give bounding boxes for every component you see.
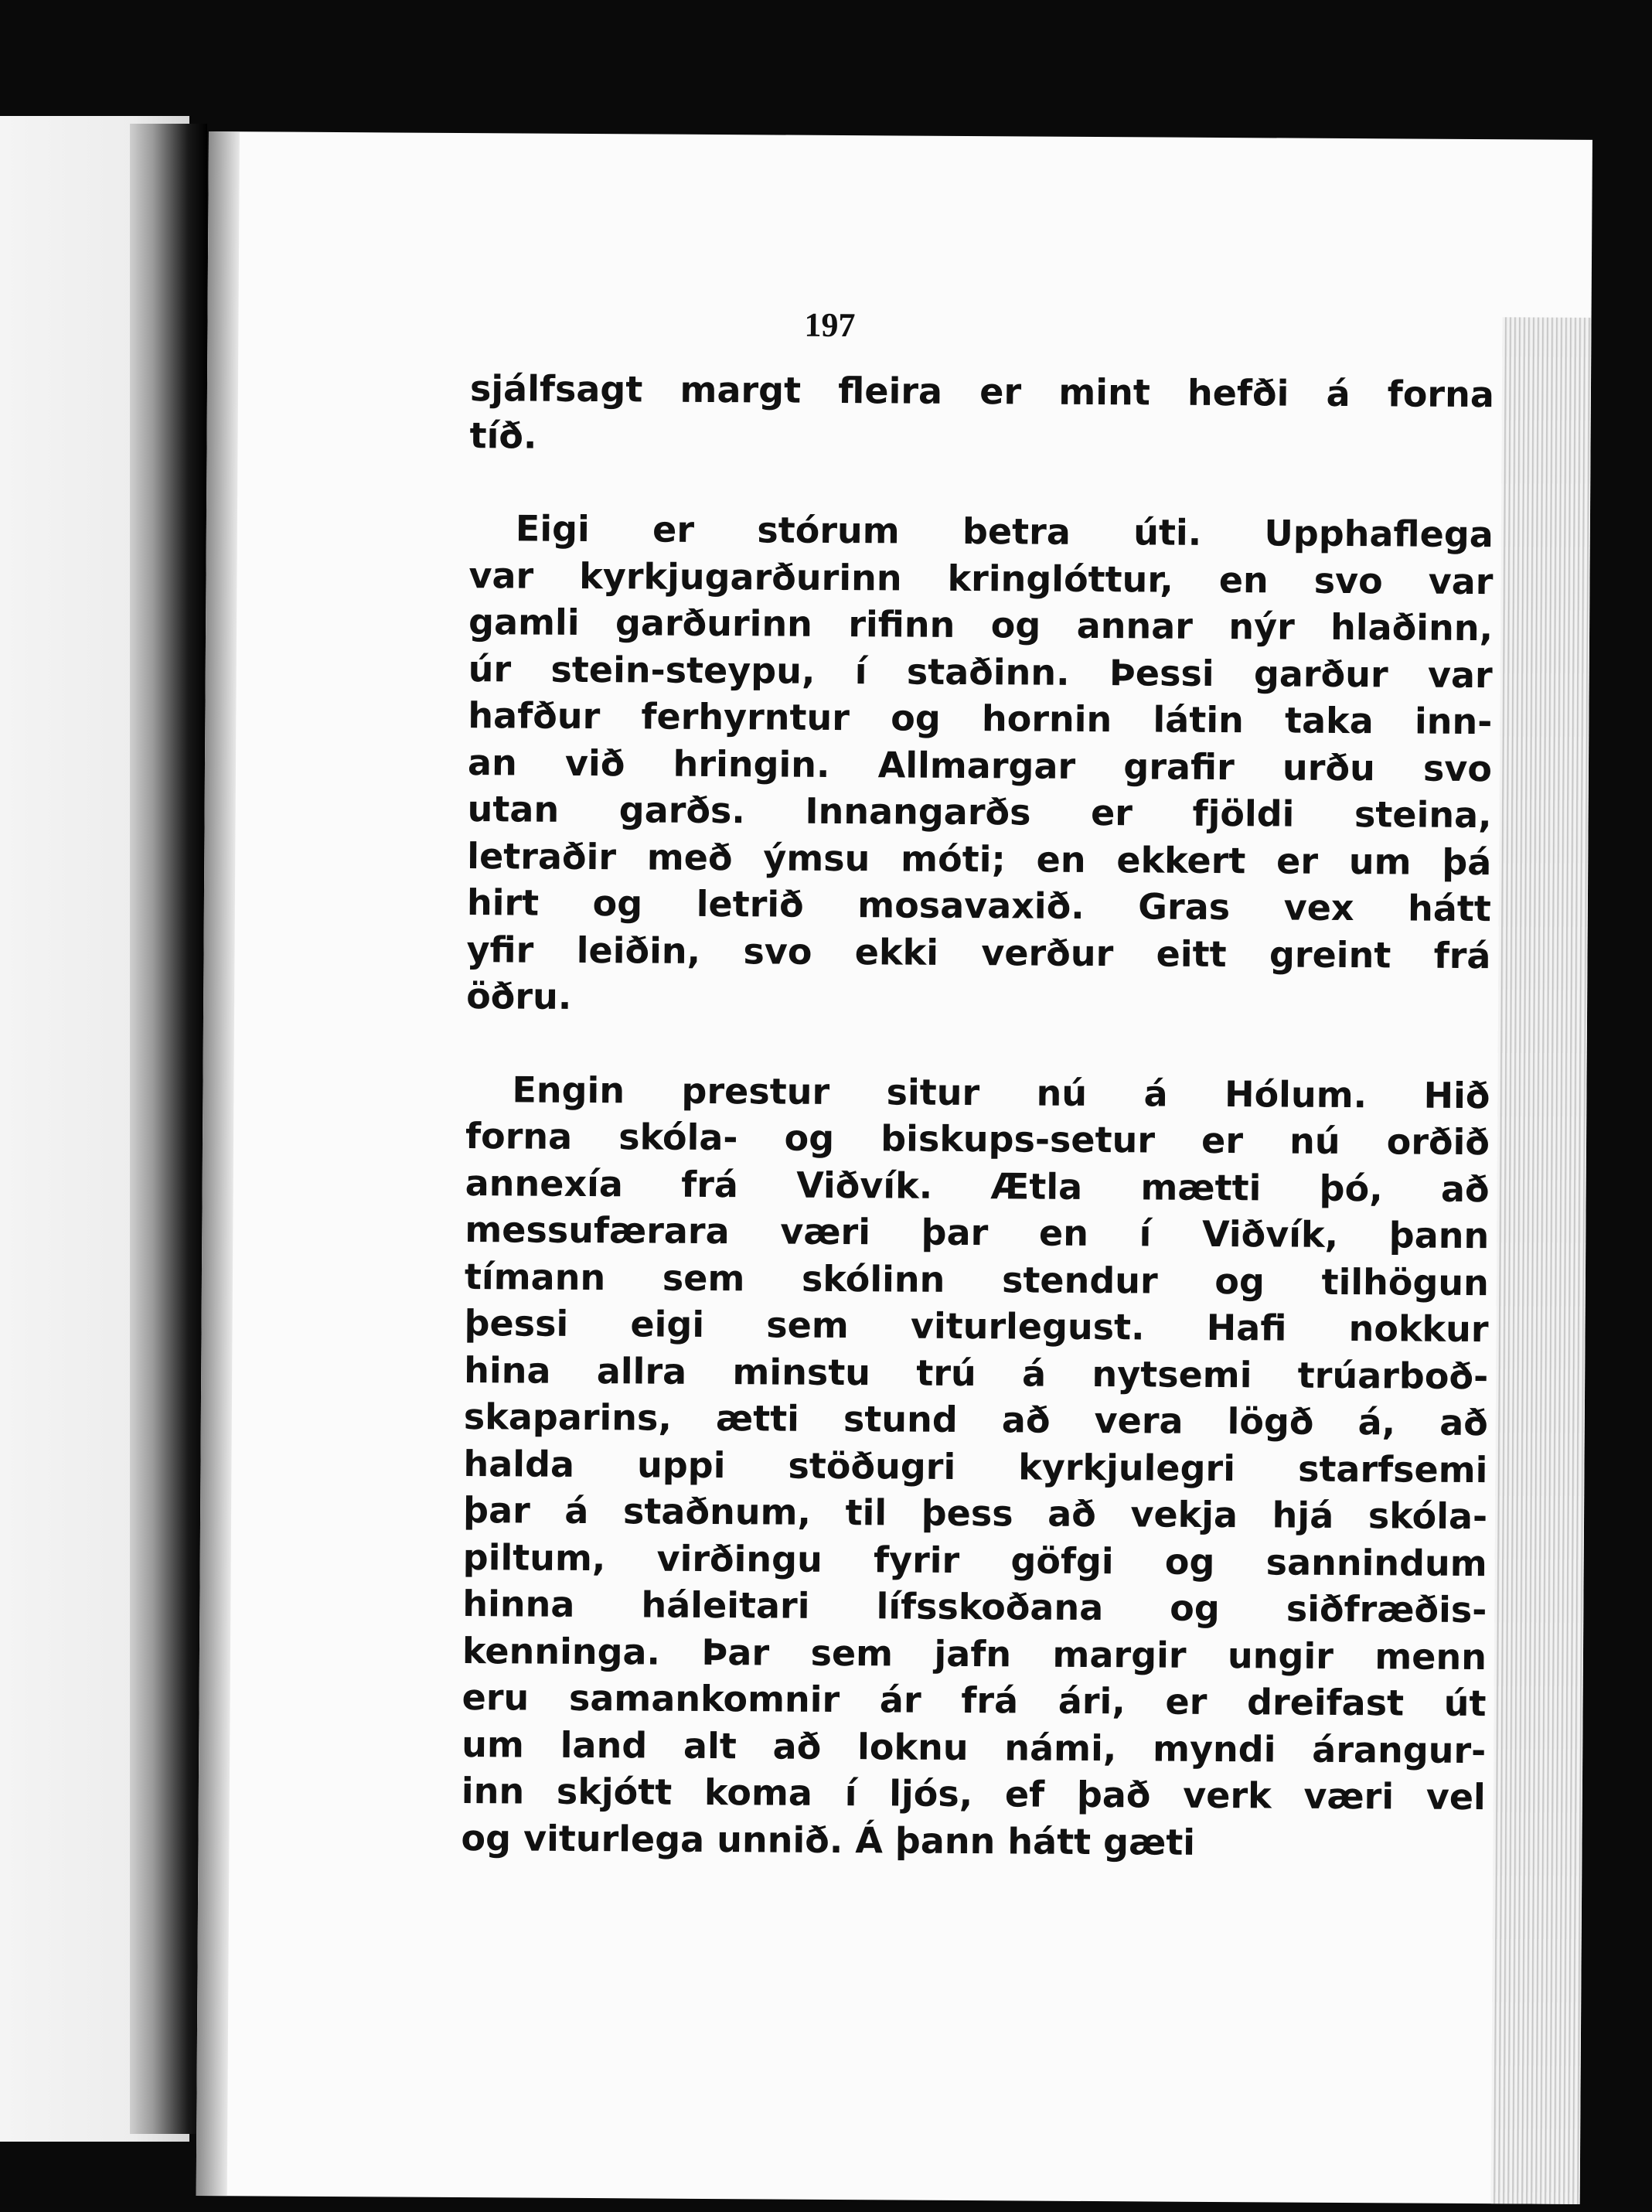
text-line: eru samankomnir ár frá ári, er dreifast út (462, 1676, 1487, 1725)
paragraph (461, 1066, 1490, 1868)
text-line: gamli garðurinn rifinn og annar nýr hlaðinn, (468, 601, 1494, 649)
text-line: hirt og letrið mosavaxið. Gras vex hátt (466, 881, 1492, 930)
text-line: kenninga. Þar sem jafn margir ungir menn (462, 1629, 1487, 1678)
text-line: annexía frá Viðvík. Ætla mætti þó, að (465, 1161, 1490, 1210)
text-line: um land alt að loknu námi, myndi árangur- (462, 1723, 1487, 1771)
text-line: inn skjótt koma í ljós, ef það verk væri vel (461, 1770, 1486, 1818)
text-line: sjálfsagt margt fleira er mint hefði á forna (469, 367, 1495, 416)
text-line: tíð. (469, 414, 537, 457)
text-line: Engin prestur situr nú á Hólum. Hið (512, 1068, 1490, 1116)
text-line: þar á staðnum, til þess að vekja hjá skóla- (462, 1489, 1488, 1538)
text-line: skaparins, ætti stund að vera lögð á, að (463, 1396, 1488, 1444)
page-number: 197 (804, 305, 856, 345)
text-line: letraðir með ýmsu móti; en ekkert er um þá (467, 834, 1492, 883)
text-line: hinna háleitari lífsskoðana og siðfræðis- (462, 1583, 1487, 1631)
text-line: Eigi er stórum betra úti. Upphaflega (515, 507, 1494, 556)
text-line: hafður ferhyrntur og hornin látin taka inn- (468, 694, 1493, 743)
page-edges-stack (1490, 317, 1591, 2204)
text-line: hina allra minstu trú á nytsemi trúarboð- (464, 1348, 1489, 1397)
text-line: forna skóla- og biskups-setur er nú orðið (465, 1115, 1490, 1164)
paragraph (466, 505, 1494, 1026)
paragraph-gap (469, 458, 1494, 511)
text-line: þessi eigi sem viturlegust. Hafi nokkur (464, 1302, 1489, 1351)
text-line: var kyrkjugarðurinn kringlóttur, en svo var (468, 554, 1494, 602)
text-line: piltum, virðingu fyrir göfgi og sannindum (462, 1535, 1487, 1584)
text-line: úr stein-steypu, í staðinn. Þessi garður var (468, 647, 1493, 696)
page-text-block (461, 365, 1494, 1867)
text-line: yfir leiðin, svo ekki verður eitt greint frá (466, 928, 1491, 976)
text-line: og viturlega unnið. Á þann hátt gæti (461, 1816, 1196, 1863)
text-line: tímann sem skólinn stendur og tilhögun (464, 1255, 1490, 1304)
text-line: messufærara væri þar en í Viðvík, þann (465, 1208, 1490, 1257)
text-line: an við hringin. Allmargar grafir urðu svo (467, 741, 1493, 789)
book-gutter (130, 124, 207, 2134)
text-line: öðru. (466, 975, 572, 1017)
paragraph (469, 365, 1494, 465)
book-page (196, 131, 1592, 2204)
text-line: halda uppi stöðugri kyrkjulegri starfsemi (463, 1442, 1488, 1491)
text-line: utan garðs. Innangarðs er fjöldi steina, (467, 788, 1492, 837)
paragraph-gap (466, 1020, 1490, 1072)
